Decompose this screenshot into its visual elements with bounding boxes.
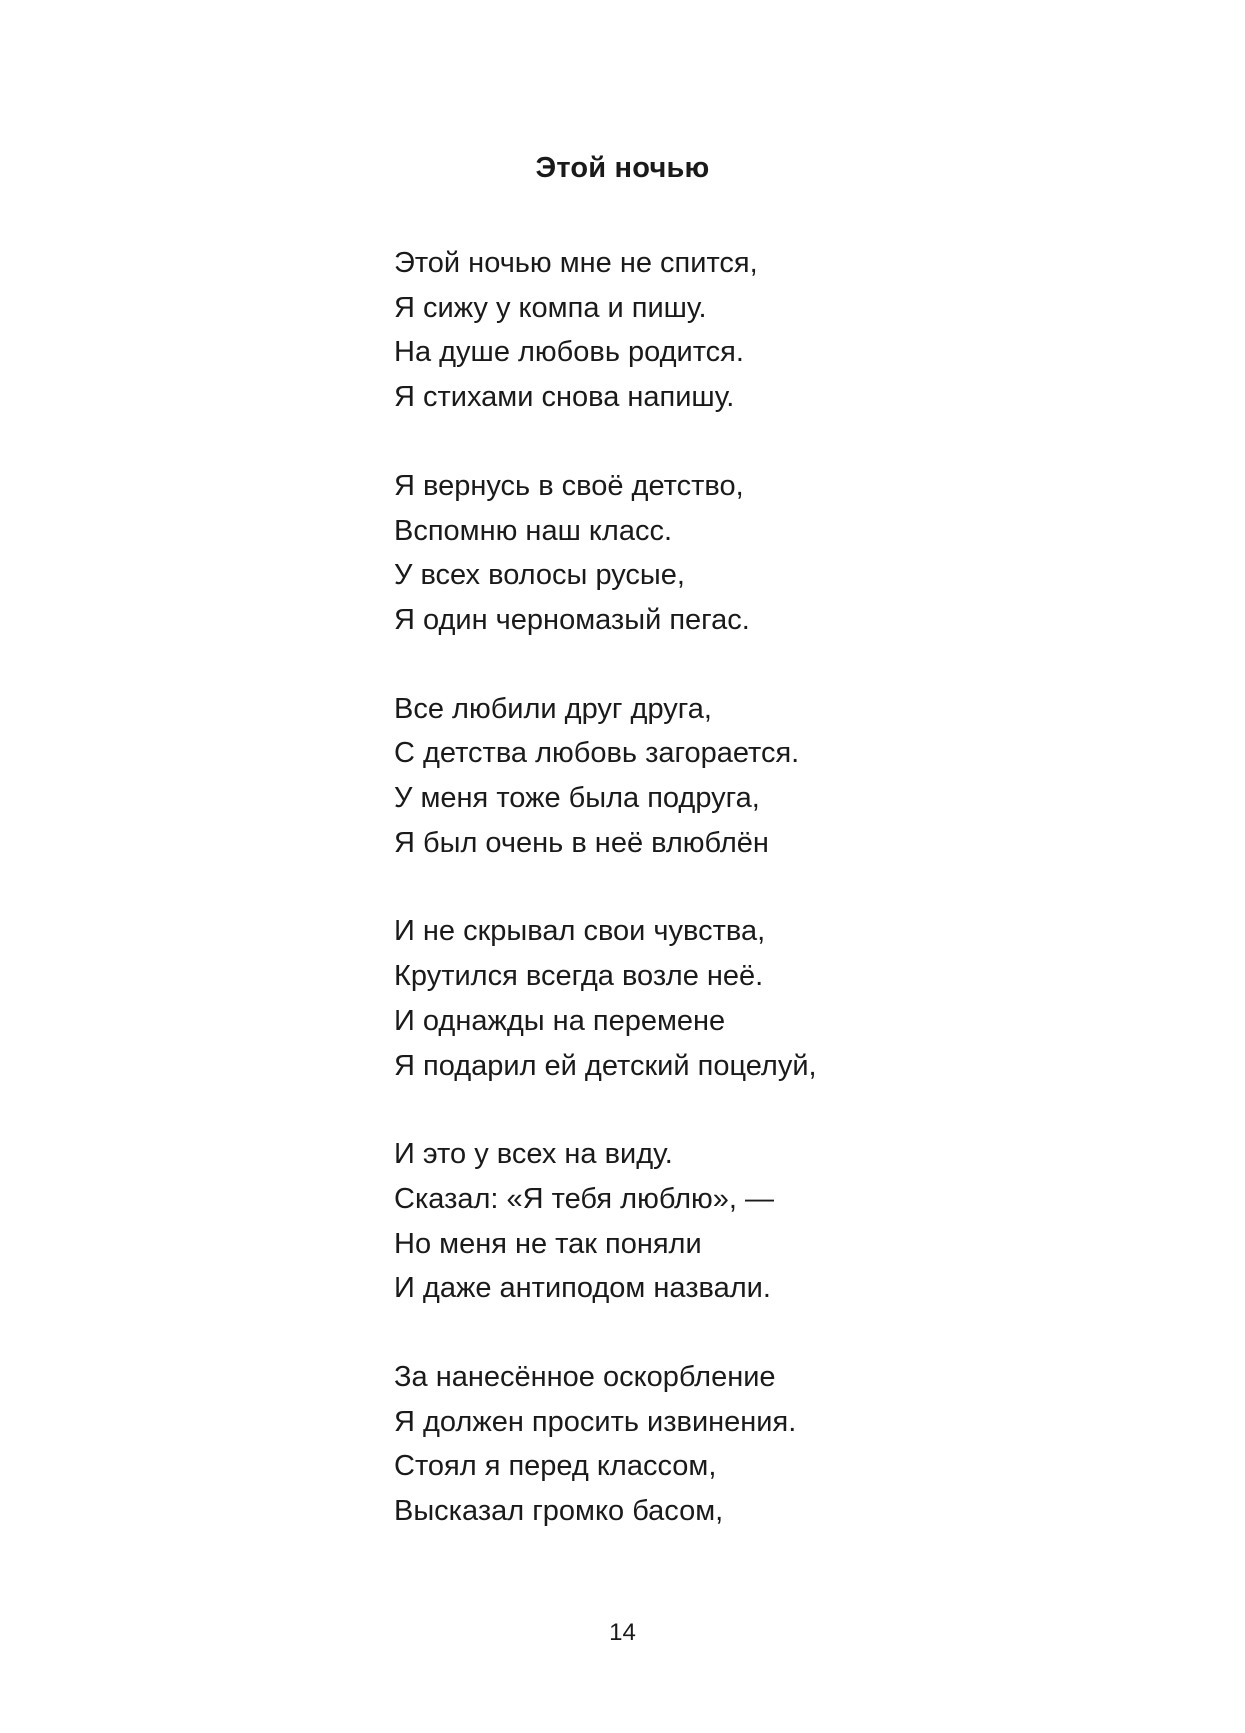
poem-line: Я подарил ей детский поцелуй,: [394, 1049, 817, 1082]
poem-line: За нанесённое оскорбление: [394, 1361, 776, 1394]
stanza-6: [394, 1355, 1174, 1534]
stanza-1: [394, 241, 1174, 420]
poem-line: Вспомню наш класс.: [394, 514, 673, 547]
poem-line: Я сижу у компа и пишу.: [394, 291, 707, 324]
poem-line: Высказал громко басом,: [394, 1495, 724, 1528]
poem-line: С детства любовь загорается.: [394, 737, 800, 770]
stanza-4: [394, 909, 1174, 1088]
poem-line: Все любили друг друга,: [394, 692, 712, 725]
poem-line: Но меня не так поняли: [394, 1227, 702, 1260]
poem-body: [394, 241, 1174, 1578]
poem-line: И даже антиподом назвали.: [394, 1272, 771, 1305]
poem-line: На душе любовь родится.: [394, 336, 744, 369]
poem-line: Сказал: «Я тебя люблю», —: [394, 1182, 775, 1215]
poem-line: И однажды на перемене: [394, 1004, 726, 1037]
poem-line: Я один черномазый пегас.: [394, 603, 750, 636]
poem-line: У всех волосы русые,: [394, 559, 685, 592]
poem-line: Этой ночью мне не спится,: [394, 247, 758, 279]
stanza-5: [394, 1132, 1174, 1311]
stanza-2: [394, 464, 1174, 643]
poem-line: Я был очень в неё влюблён: [394, 826, 769, 859]
page-number: 14: [609, 1619, 636, 1646]
poem-line: Крутился всегда возле неё.: [394, 960, 764, 993]
poem-line: У меня тоже была подруга,: [394, 782, 760, 815]
poem-line: И это у всех на виду.: [394, 1138, 673, 1171]
stanza-3: [394, 687, 1174, 866]
poem-line: И не скрывал свои чувства,: [394, 915, 766, 948]
poem-line: Стоял я перед классом,: [394, 1450, 717, 1483]
poem-title: Этой ночью: [535, 152, 710, 184]
poem-line: Я вернусь в своё детство,: [394, 469, 744, 502]
poem-line: Я должен просить извинения.: [394, 1405, 797, 1438]
poem-line: Я стихами снова напишу.: [394, 381, 735, 414]
